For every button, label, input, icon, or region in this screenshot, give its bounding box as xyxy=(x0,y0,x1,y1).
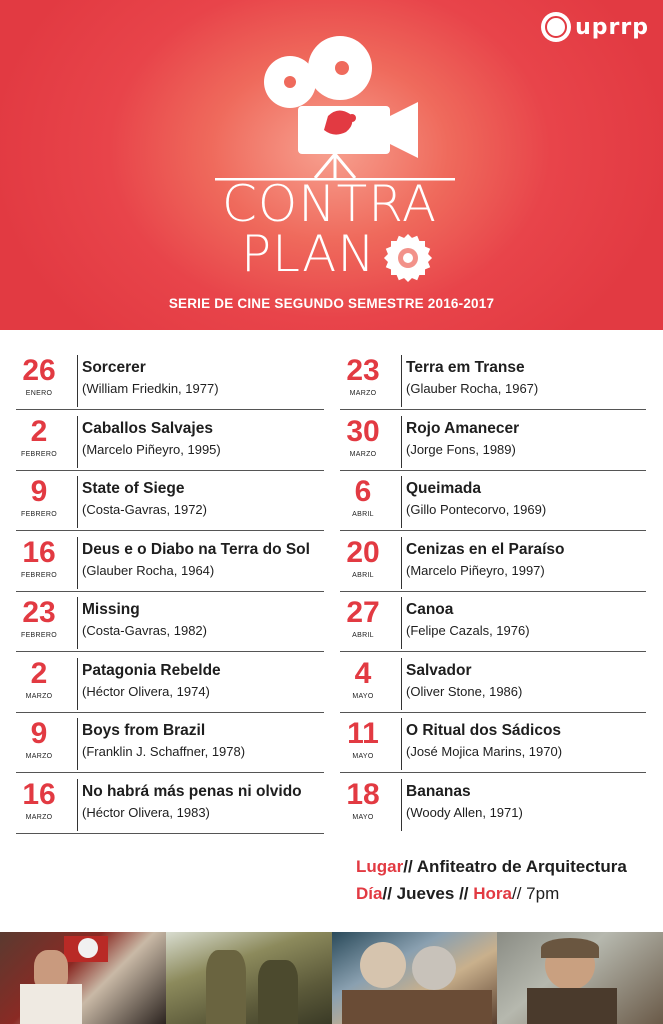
film-credit: (Oliver Stone, 1986) xyxy=(406,683,523,699)
screening-date xyxy=(340,779,386,822)
screening-date xyxy=(16,718,62,761)
film-title: Patagonia Rebelde xyxy=(82,661,221,679)
film-credit: (Héctor Olivera, 1974) xyxy=(82,683,210,699)
film-credit: (William Friedkin, 1977) xyxy=(82,381,219,396)
date-month: MAYO xyxy=(352,813,374,821)
screening-date xyxy=(16,416,62,459)
screening-date xyxy=(340,597,386,640)
schedule-line xyxy=(356,884,559,904)
date-day: 11 xyxy=(347,717,379,750)
separator: // xyxy=(382,884,392,903)
screening-date xyxy=(340,355,386,398)
date-month: FEBRERO xyxy=(21,450,57,458)
date-day: 4 xyxy=(354,656,372,690)
film-title: Terra em Transe xyxy=(406,359,525,376)
film-stills-strip xyxy=(0,932,663,1024)
date-month: MARZO xyxy=(349,390,377,397)
venue-label: Lugar xyxy=(356,857,404,876)
date-month: MAYO xyxy=(352,753,374,760)
film-title: Rojo Amanecer xyxy=(406,419,520,437)
row-separator xyxy=(340,591,646,592)
film-title: Boys from Brazil xyxy=(82,722,206,739)
series-title-line1: CONTRA xyxy=(222,175,438,233)
film-credit: (Marcelo Piñeyro, 1997) xyxy=(406,562,545,578)
logo-text: uprrp xyxy=(575,14,649,40)
film-camera-icon xyxy=(210,30,460,185)
film-title: Cenizas en el Paraíso xyxy=(406,540,565,558)
divider xyxy=(401,718,402,770)
row-separator xyxy=(16,651,324,652)
row-separator xyxy=(340,470,646,471)
row-separator xyxy=(16,470,324,471)
row-separator xyxy=(340,409,646,410)
date-day: 9 xyxy=(30,475,48,508)
film-title: Deus e o Diabo na Terra do Sol xyxy=(82,540,310,558)
divider xyxy=(77,476,78,528)
film-credit: (Woody Allen, 1971) xyxy=(406,804,523,820)
screening-date xyxy=(340,476,386,519)
film-title: O Ritual dos Sádicos xyxy=(406,722,562,739)
film-credit: (Franklin J. Schaffner, 1978) xyxy=(82,744,246,759)
hour-label: Hora xyxy=(473,884,512,903)
row-separator xyxy=(340,772,646,773)
film-credit: (Felipe Cazals, 1976) xyxy=(406,623,530,638)
film-credit: (Jorge Fons, 1989) xyxy=(406,441,516,457)
film-credit: (Glauber Rocha, 1964) xyxy=(82,562,215,578)
date-day: 20 xyxy=(346,535,380,569)
film-credit: (Costa-Gavras, 1982) xyxy=(82,623,207,638)
divider xyxy=(77,416,78,468)
screening-date xyxy=(340,658,386,701)
university-seal-icon xyxy=(541,12,571,42)
date-day: 30 xyxy=(346,414,380,448)
date-day: 18 xyxy=(346,777,380,811)
date-day: 2 xyxy=(30,656,48,690)
film-credit: (Marcelo Piñeyro, 1995) xyxy=(82,441,221,457)
row-separator xyxy=(340,712,646,713)
hour-value: 7pm xyxy=(526,884,560,903)
row-separator xyxy=(16,409,324,410)
date-day: 16 xyxy=(22,535,56,569)
screening-date xyxy=(16,476,62,519)
screening-date xyxy=(16,658,62,701)
screening-date xyxy=(340,718,386,761)
screening-date xyxy=(340,416,386,459)
divider xyxy=(77,779,78,831)
date-day: 26 xyxy=(22,354,56,387)
film-credit: (Héctor Olivera, 1983) xyxy=(82,804,210,820)
date-month: ENERO xyxy=(25,390,53,397)
venue-value: Anfiteatro de Arquitectura xyxy=(416,857,627,876)
rosette-icon xyxy=(383,233,433,283)
separator: // xyxy=(403,857,413,876)
date-month: ABRIL xyxy=(352,511,374,518)
venue-line xyxy=(356,857,627,877)
film-title: Queimada xyxy=(406,480,481,497)
date-day: 2 xyxy=(30,414,48,448)
screening-date xyxy=(16,779,62,822)
row-separator xyxy=(16,712,324,713)
date-day: 9 xyxy=(30,717,48,750)
film-credit: (Glauber Rocha, 1967) xyxy=(406,381,539,396)
date-month: MAYO xyxy=(352,692,374,700)
film-still-image xyxy=(166,932,332,1024)
film-title: Canoa xyxy=(406,601,454,618)
row-separator xyxy=(340,651,646,652)
divider xyxy=(401,658,402,710)
poster-header xyxy=(0,0,663,330)
film-credit: (Gillo Pontecorvo, 1969) xyxy=(406,502,547,517)
date-month: FEBRERO xyxy=(21,571,57,579)
screening-date xyxy=(16,355,62,398)
film-credit: (José Mojica Marins, 1970) xyxy=(406,744,563,759)
divider xyxy=(401,416,402,468)
divider xyxy=(77,718,78,770)
series-subtitle: SERIE DE CINE SEGUNDO SEMESTRE 2016-2017 xyxy=(168,296,495,311)
film-still-image xyxy=(0,932,166,1024)
date-month: ABRIL xyxy=(352,632,374,639)
date-day: 6 xyxy=(354,475,372,508)
row-separator xyxy=(16,772,324,773)
divider xyxy=(401,537,402,589)
divider xyxy=(77,658,78,710)
day-value: Jueves xyxy=(396,884,455,903)
separator: // xyxy=(459,884,469,903)
divider xyxy=(401,355,402,407)
date-month: MARZO xyxy=(25,753,53,760)
divider xyxy=(401,597,402,649)
divider xyxy=(77,355,78,407)
divider xyxy=(401,476,402,528)
separator: // xyxy=(511,884,522,903)
film-title: Missing xyxy=(82,601,140,618)
date-month: MARZO xyxy=(25,692,53,700)
row-separator xyxy=(16,833,324,834)
date-day: 16 xyxy=(22,777,56,811)
film-title: No habrá más penas ni olvido xyxy=(82,782,302,800)
row-separator xyxy=(16,530,324,531)
series-title-line2: PLAN xyxy=(241,225,376,283)
row-separator xyxy=(340,530,646,531)
film-still-image xyxy=(497,932,663,1024)
date-month: FEBRERO xyxy=(21,511,57,518)
screening-date xyxy=(340,537,386,580)
divider xyxy=(401,779,402,831)
film-title: Bananas xyxy=(406,782,471,800)
date-day: 23 xyxy=(346,354,380,387)
date-month: MARZO xyxy=(25,813,53,821)
film-title: Salvador xyxy=(406,661,472,679)
university-logo xyxy=(541,12,649,42)
film-still-image xyxy=(332,932,498,1024)
row-separator xyxy=(16,591,324,592)
film-title: Sorcerer xyxy=(82,359,146,376)
film-title: State of Siege xyxy=(82,480,185,497)
divider xyxy=(77,537,78,589)
divider xyxy=(77,597,78,649)
date-month: FEBRERO xyxy=(21,632,57,639)
date-day: 27 xyxy=(346,596,380,629)
film-credit: (Costa-Gavras, 1972) xyxy=(82,502,207,517)
date-month: MARZO xyxy=(349,450,377,458)
day-label: Día xyxy=(356,884,383,903)
film-title: Caballos Salvajes xyxy=(82,419,213,437)
screening-date xyxy=(16,537,62,580)
date-month: ABRIL xyxy=(352,571,374,579)
date-day: 23 xyxy=(22,596,56,629)
screening-date xyxy=(16,597,62,640)
